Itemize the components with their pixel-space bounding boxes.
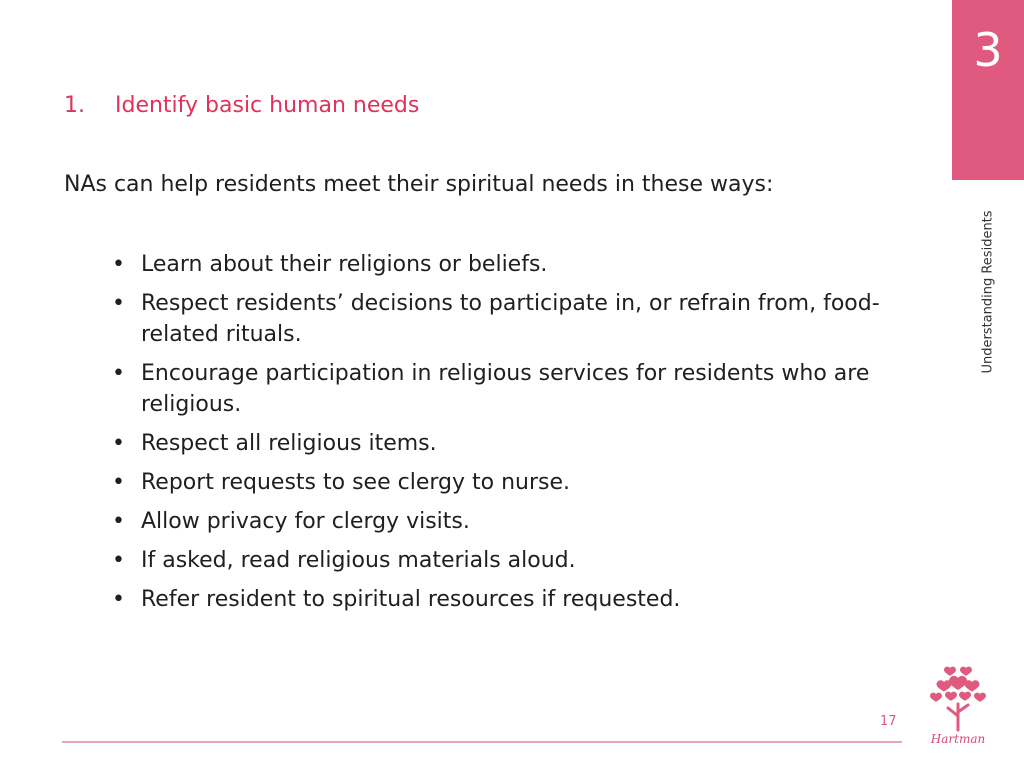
- bullet-list: [112, 249, 882, 623]
- chapter-number: 3: [973, 23, 1003, 77]
- bullet-item: [112, 545, 882, 576]
- chapter-tab: [952, 0, 1024, 180]
- bullet-item: [112, 428, 882, 459]
- bullet-text: Encourage participation in religious services for residents who are religious.: [141, 361, 870, 417]
- objective-title: Identify basic human needs: [115, 93, 420, 118]
- learning-objective: [64, 91, 419, 121]
- bullet-icon: •: [112, 548, 125, 573]
- bullet-text: Respect all religious items.: [141, 431, 437, 456]
- page-number: 17: [880, 714, 897, 729]
- intro-text: NAs can help residents meet their spiritual needs in these ways:: [64, 172, 774, 197]
- bullet-text: Respect residents’ decisions to participate in, or refrain from, food-related rituals.: [141, 291, 880, 347]
- bullet-item: [112, 358, 882, 420]
- hartman-logo: [922, 660, 994, 752]
- heart-tree-icon: [922, 660, 994, 732]
- bullet-text: If asked, read religious materials aloud.: [141, 548, 576, 573]
- bullet-text: Refer resident to spiritual resources if requested.: [141, 587, 681, 612]
- bullet-text: Allow privacy for clergy visits.: [141, 509, 470, 534]
- bullet-item: [112, 467, 882, 498]
- bullet-text: Learn about their religions or beliefs.: [141, 252, 548, 277]
- bullet-text: Report requests to see clergy to nurse.: [141, 470, 570, 495]
- bullet-icon: •: [112, 587, 125, 612]
- bullet-icon: •: [112, 470, 125, 495]
- bullet-icon: •: [112, 361, 125, 386]
- objective-number: 1.: [64, 93, 85, 118]
- bullet-item: [112, 288, 882, 350]
- logo-wordmark: Hartman: [930, 732, 986, 746]
- chapter-side-label: Understanding Residents: [980, 210, 996, 374]
- bullet-icon: •: [112, 291, 125, 316]
- bullet-item: [112, 584, 882, 615]
- bullet-icon: •: [112, 252, 125, 277]
- bullet-item: [112, 506, 882, 537]
- bullet-icon: •: [112, 509, 125, 534]
- bullet-icon: •: [112, 431, 125, 456]
- footer-divider: [62, 741, 902, 743]
- bullet-item: [112, 249, 882, 280]
